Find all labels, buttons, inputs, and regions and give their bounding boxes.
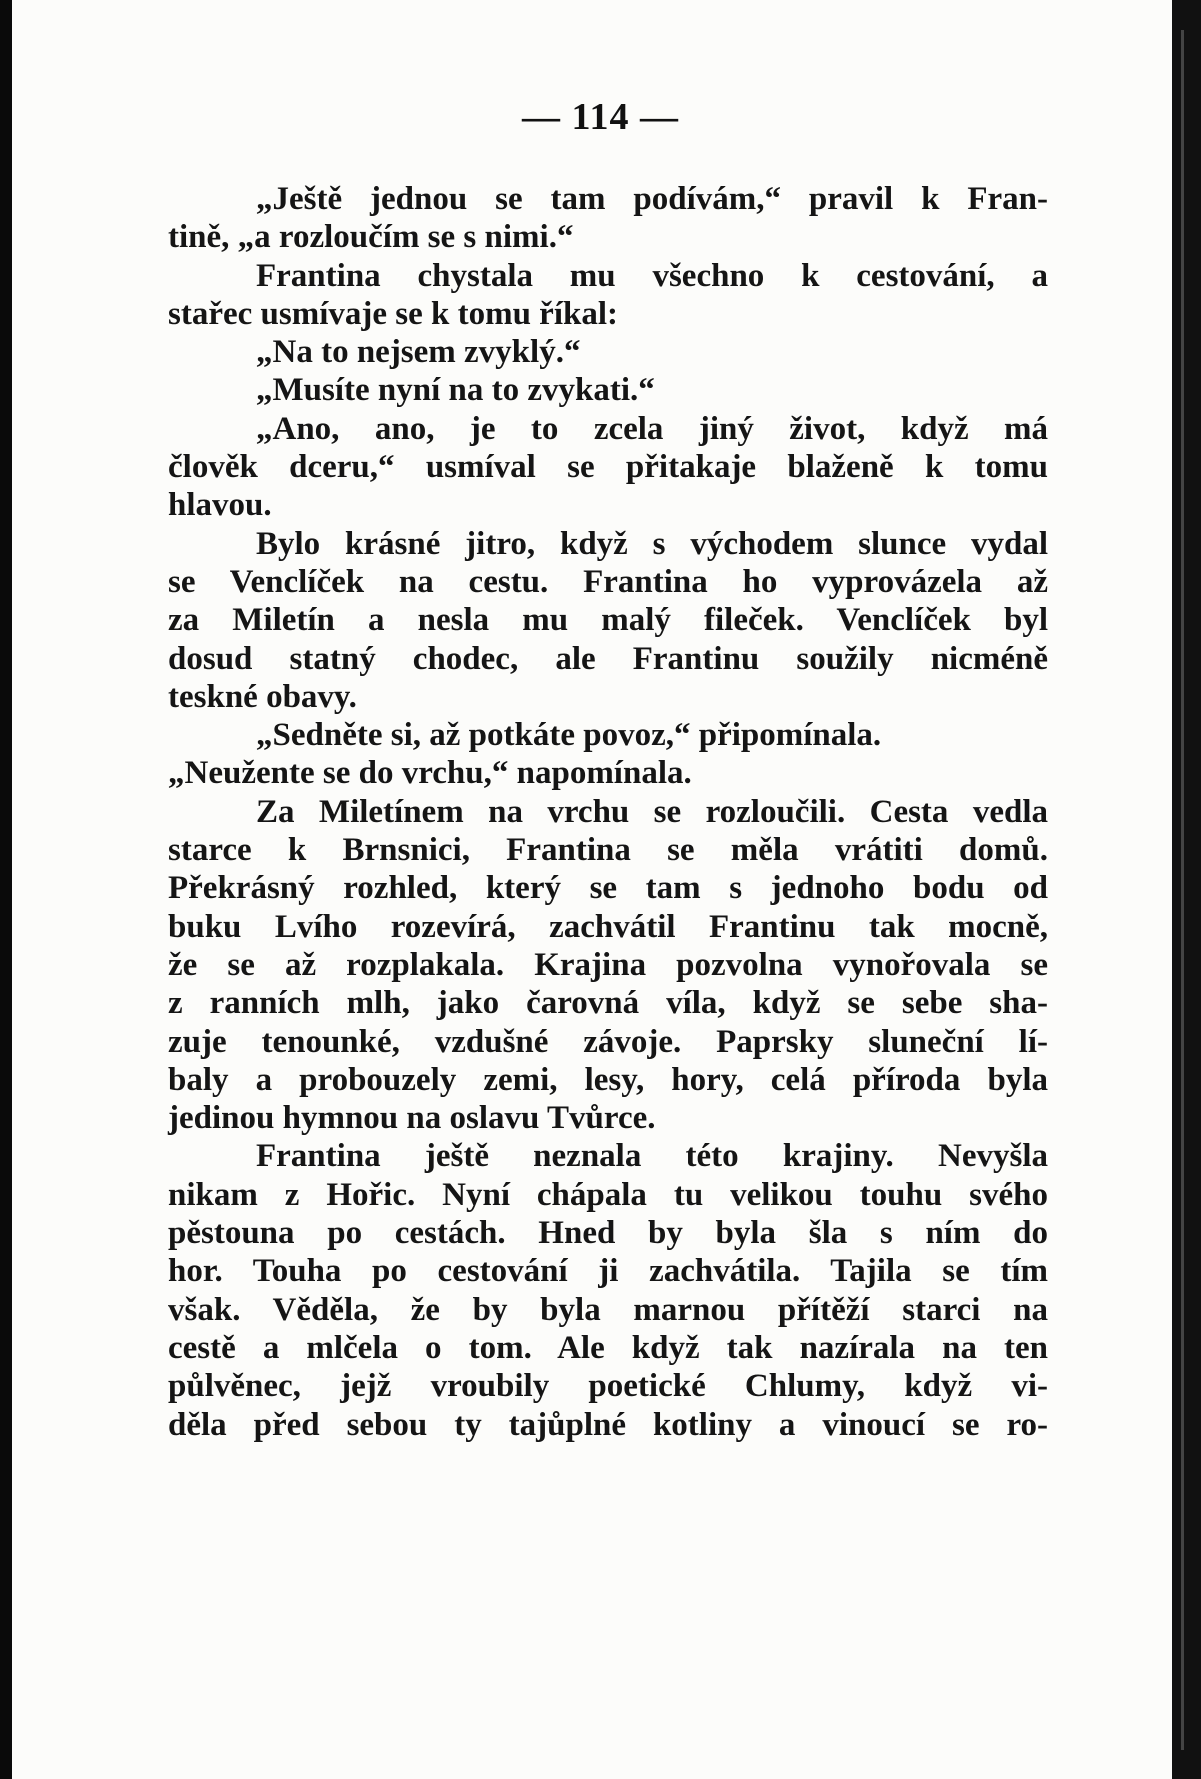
text-line: však. Věděla, že by byla marnou přítěží starci na bbox=[168, 1291, 1048, 1328]
body-text bbox=[168, 180, 1048, 1444]
text-line: „Ano, ano, je to zcela jiný život, když má bbox=[256, 410, 1048, 447]
text-line: děla před sebou ty tajůplné kotliny a vinoucí se ro- bbox=[168, 1406, 1048, 1443]
text-line: člověk dceru,“ usmíval se přitakaje blaženě k tomu bbox=[168, 449, 1048, 486]
text-line: stařec usmívaje se k tomu říkal: bbox=[168, 295, 619, 332]
text-line: pěstouna po cestách. Hned by byla šla s ním do bbox=[168, 1215, 1048, 1252]
text-line: jedinou hymnou na oslavu Tvůrce. bbox=[168, 1100, 656, 1137]
text-line: že se až rozplakala. Krajina pozvolna vynořovala se bbox=[168, 946, 1048, 983]
text-line: půlvěnec, jejž vroubily poetické Chlumy, když vi- bbox=[168, 1368, 1048, 1405]
text-line: „Musíte nyní na to zvykati.“ bbox=[256, 372, 655, 409]
text-line: z ranních mlh, jako čarovná víla, když se sebe sha- bbox=[168, 985, 1048, 1022]
text-line: tině, „a rozloučím se s nimi.“ bbox=[168, 219, 574, 256]
text-line: se Venclíček na cestu. Frantina ho vyprovázela až bbox=[168, 563, 1048, 600]
text-line: hlavou. bbox=[168, 487, 272, 524]
text-line: Frantina chystala mu všechno k cestování, a bbox=[256, 257, 1048, 294]
text-line: „Ještě jednou se tam podívám,“ pravil k Fran- bbox=[256, 181, 1048, 217]
text-line: buku Lvího rozevírá, zachvátil Frantinu tak mocně, bbox=[168, 908, 1048, 945]
text-line: dosud statný chodec, ale Frantinu soužily nicméně bbox=[168, 640, 1048, 677]
page-edge-line bbox=[1181, 30, 1184, 1750]
text-line: baly a probouzely zemi, lesy, hory, celá příroda byla bbox=[168, 1061, 1048, 1098]
text-line: Bylo krásné jitro, když s východem slunce vydal bbox=[256, 525, 1048, 562]
text-line: Překrásný rozhled, který se tam s jednoho bodu od bbox=[168, 870, 1048, 907]
text-line: Frantina ještě neznala této krajiny. Nevyšla bbox=[256, 1138, 1048, 1175]
text-line: Za Miletínem na vrchu se rozloučili. Cesta vedla bbox=[256, 793, 1048, 830]
text-line: za Miletín a nesla mu malý fileček. Venclíček byl bbox=[168, 602, 1048, 639]
text-line: „Neužente se do vrchu,“ napomínala. bbox=[168, 755, 692, 792]
text-line: „Na to nejsem zvyklý.“ bbox=[256, 334, 581, 371]
text-line: nikam z Hořic. Nyní chápala tu velikou touhu svého bbox=[168, 1176, 1048, 1213]
text-line: cestě a mlčela o tom. Ale když tak nazírala na ten bbox=[168, 1329, 1048, 1366]
text-line: starce k Brnsnici, Frantina se měla vrátiti domů. bbox=[168, 832, 1048, 869]
text-line: „Sedněte si, až potkáte povoz,“ připomínala. bbox=[256, 717, 882, 754]
page-edge bbox=[1172, 0, 1201, 1779]
text-line: hor. Touha po cestování ji zachvátila. Tajila se tím bbox=[168, 1253, 1048, 1290]
text-line: teskné obavy. bbox=[168, 678, 357, 715]
page-number: — 114 — bbox=[522, 96, 679, 138]
text-line: zuje tenounké, vzdušné závoje. Paprsky sluneční lí- bbox=[168, 1023, 1048, 1060]
